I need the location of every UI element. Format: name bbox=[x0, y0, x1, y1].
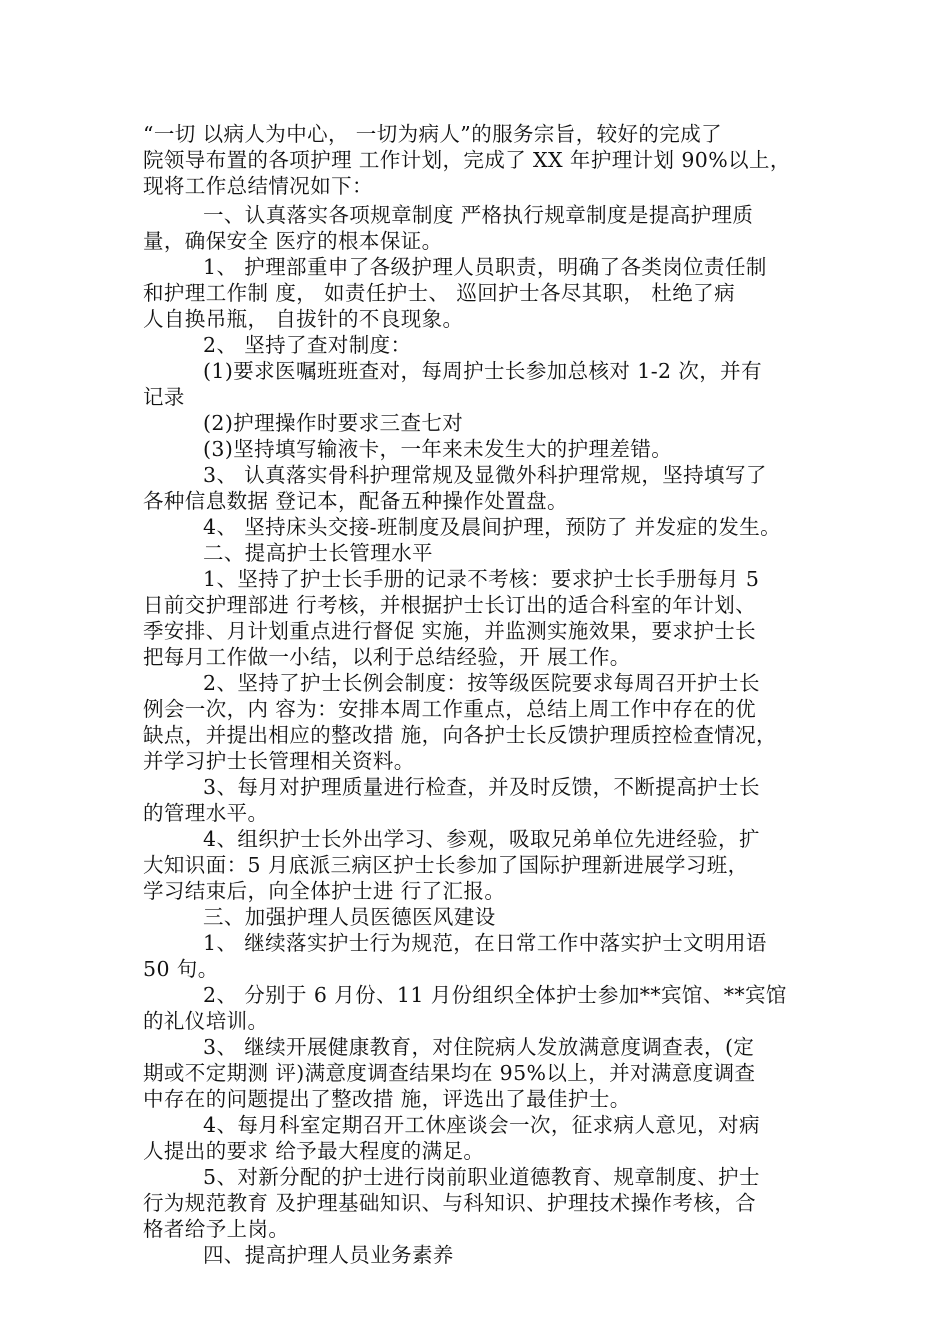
section-heading: 四、提高护理人员业务素养 bbox=[203, 1243, 454, 1267]
text-line: 日前交护理部进 行考核，并根据护士长订出的适合科室的年计划、 bbox=[143, 593, 757, 617]
text-line: (2)护理操作时要求三查七对 bbox=[203, 411, 464, 435]
text-line: 人自换吊瓶， 自拔针的不良现象。 bbox=[143, 307, 464, 331]
text-line: 3、 继续开展健康教育，对住院病人发放满意度调查表，(定 bbox=[203, 1035, 755, 1059]
text-line: 2、 分别于 6 月份、11 月份组织全体护士参加**宾馆、**宾馆 bbox=[203, 983, 787, 1007]
text-line: 量，确保安全 医疗的根本保证。 bbox=[143, 229, 443, 253]
section-heading: 三、加强护理人员医德医风建设 bbox=[203, 905, 496, 929]
text-line: 行为规范教育 及护理基础知识、与科知识、护理技术操作考核，合 bbox=[143, 1191, 757, 1215]
text-line: 的管理水平。 bbox=[143, 801, 269, 825]
text-line: 1、 继续落实护士行为规范，在日常工作中落实护士文明用语 bbox=[203, 931, 767, 955]
text-line: 4、组织护士长外出学习、参观，吸取兄弟单位先进经验，扩 bbox=[203, 827, 760, 851]
text-line: 50 句。 bbox=[143, 957, 219, 981]
text-line: 3、每月对护理质量进行检查，并及时反馈，不断提高护士长 bbox=[203, 775, 760, 799]
text-line: 中存在的问题提出了整改措 施，评选出了最佳护士。 bbox=[143, 1087, 631, 1111]
text-line: 例会一次，内 容为：安排本周工作重点，总结上周工作中存在的优 bbox=[143, 697, 757, 721]
section-heading: 一、认真落实各项规章制度 严格执行规章制度是提高护理质 bbox=[203, 203, 754, 227]
text-line: 院领导布置的各项护理 工作计划，完成了 XX 年护理计划 90%以上， bbox=[143, 148, 791, 172]
text-line: 1、坚持了护士长手册的记录不考核：要求护士长手册每月 5 bbox=[203, 567, 760, 591]
text-line: (1)要求医嘱班班查对，每周护士长参加总核对 1-2 次，并有 bbox=[203, 359, 762, 383]
text-line: 1、 护理部重申了各级护理人员职责，明确了各类岗位责任制 bbox=[203, 255, 767, 279]
text-line: 人提出的要求 给予最大程度的满足。 bbox=[143, 1139, 485, 1163]
text-line: 5、对新分配的护士进行岗前职业道德教育、规章制度、护士 bbox=[203, 1165, 760, 1189]
text-line: 把每月工作做一小结，以利于总结经验，开 展工作。 bbox=[143, 645, 631, 669]
text-line: 格者给予上岗。 bbox=[143, 1217, 290, 1241]
section-heading: 二、提高护士长管理水平 bbox=[203, 541, 433, 565]
text-line: 3、 认真落实骨科护理常规及显微外科护理常规，坚持填写了 bbox=[203, 463, 767, 487]
text-line: (3)坚持填写输液卡，一年来未发生大的护理差错。 bbox=[203, 437, 673, 461]
text-line: 大知识面：5 月底派三病区护士长参加了国际护理新进展学习班， bbox=[143, 853, 749, 877]
text-line: 并学习护士长管理相关资料。 bbox=[143, 749, 415, 773]
text-line: 各种信息数据 登记本，配备五种操作处置盘。 bbox=[143, 489, 568, 513]
text-line: 2、 坚持了查对制度： bbox=[203, 333, 412, 357]
text-line: 4、 坚持床头交接-班制度及晨间护理，预防了 并发症的发生。 bbox=[203, 515, 782, 539]
text-line: 现将工作总结情况如下： bbox=[143, 174, 373, 198]
text-line: 期或不定期测 评)满意度调查结果均在 95%以上，并对满意度调查 bbox=[143, 1061, 756, 1085]
text-line: 4、每月科室定期召开工休座谈会一次，征求病人意见，对病 bbox=[203, 1113, 760, 1137]
text-line: 学习结束后，向全体护士进 行了汇报。 bbox=[143, 879, 506, 903]
text-line: 缺点，并提出相应的整改措 施，向各护士长反馈护理质控检查情况， bbox=[143, 723, 777, 747]
text-line: 季安排、月计划重点进行督促 实施，并监测实施效果，要求护士长 bbox=[143, 619, 757, 643]
text-line: 的礼仪培训。 bbox=[143, 1009, 269, 1033]
text-line: 2、坚持了护士长例会制度：按等级医院要求每周召开护士长 bbox=[203, 671, 760, 695]
text-line: 和护理工作制 度， 如责任护士、 巡回护士各尽其职， 杜绝了病 bbox=[143, 281, 735, 305]
text-line: 记录 bbox=[143, 385, 185, 409]
text-line: “一切 以病人为中心， 一切为病人”的服务宗旨，较好的完成了 bbox=[143, 122, 722, 146]
